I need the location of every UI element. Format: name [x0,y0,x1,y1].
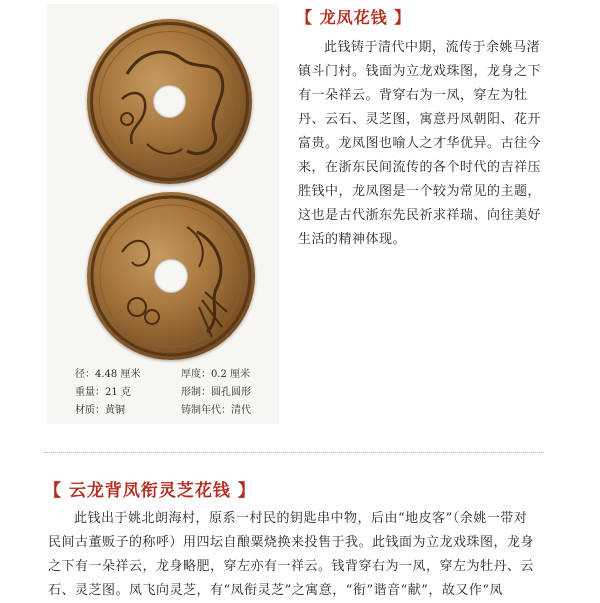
spec-material: 材质：黄铜 [75,405,125,416]
section-divider [44,452,544,453]
coin-hole [154,259,188,293]
section-title: 【 龙凤花钱 】 [296,8,412,27]
spec-diameter: 径：4.48 厘米 [75,369,141,380]
coin-reverse-image [87,192,255,360]
section-title: 【 云龙背凤衔灵芝花钱 】 [44,481,256,501]
section-body: 此钱铸于清代中期，流传于余姚马渚镇斗门村。钱面为立龙戏珠图，龙身之下有一朵祥云。背穿右为一凤，穿左为牡丹、云石、灵芝图，寓意丹凤朝阳、花开富贵。龙凤图也喻人之才华优异。古往今来，在浙东民间流传的各个时代的吉祥压胜钱中，龙凤图是一个较为常见的主题，这也是古代浙东先民祈求祥瑞、向往美好生活的精神体现。 [298,40,542,247]
coin-hole [153,85,186,118]
section-body: 此钱出于姚北朗海村，原系一村民的钥匙串中物，后由“地皮客”（余姚一带对民间古董贩子的称呼）用四坛自酿粟烧换来投售于我。此钱面为立龙戏珠图，龙身之下有一朵祥云，龙身略肥，穿左亦有一祥云。钱背穿右为一凤，穿左为牡丹、云石、灵芝图。凤飞向灵芝，有“凤衔灵芝”之寓意，“衔”谐音“献”，故又作“凤 [48,511,535,598]
coin-photo-panel [47,4,279,424]
spec-shape: 形制：圆孔圆形 [181,387,251,398]
spec-era: 铸制年代：清代 [181,405,251,416]
spec-weight: 重量：21 克 [75,387,131,398]
spec-thickness: 厚度：0.2 厘米 [181,369,251,380]
coin-obverse-image [87,19,252,184]
